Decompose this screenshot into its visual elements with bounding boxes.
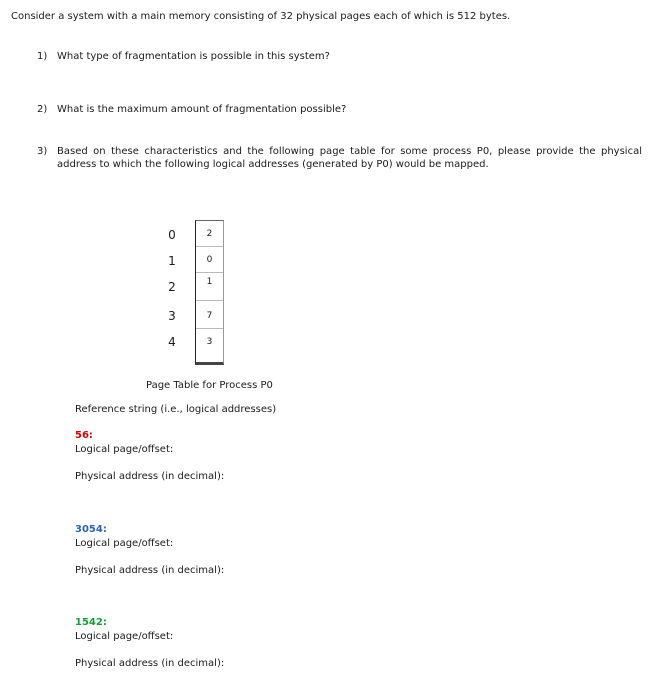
frame-number: 7 <box>206 311 213 321</box>
physical-address-label: Physical address (in decimal): <box>75 471 225 482</box>
address-1542: 1542: <box>75 617 107 628</box>
row-divider <box>196 328 223 329</box>
page-index: 2 <box>168 280 176 294</box>
row-divider <box>196 300 223 301</box>
logical-page-offset-label: Logical page/offset: <box>75 631 174 642</box>
page-table-frames <box>195 220 224 365</box>
page-index: 1 <box>168 254 176 268</box>
physical-address-label: Physical address (in decimal): <box>75 658 225 669</box>
physical-address-label: Physical address (in decimal): <box>75 565 225 576</box>
question-number: 1) <box>37 51 48 62</box>
reference-string-label: Reference string (i.e., logical addresses) <box>75 404 277 415</box>
address-3054: 3054: <box>75 524 107 535</box>
frame-number: 2 <box>206 229 213 239</box>
intro-text: Consider a system with a main memory consisting of 32 physical pages each of which is 512 bytes. <box>11 11 511 22</box>
address-56: 56: <box>75 430 93 441</box>
logical-page-offset-label: Logical page/offset: <box>75 444 174 455</box>
row-divider <box>196 272 223 273</box>
frame-number: 1 <box>206 277 213 287</box>
frame-number: 3 <box>206 337 213 347</box>
question-number: 2) <box>37 104 48 115</box>
page-index: 0 <box>168 228 176 242</box>
question-3 <box>37 145 642 171</box>
page-index: 3 <box>168 309 176 323</box>
page-index: 4 <box>168 335 176 349</box>
logical-page-offset-label: Logical page/offset: <box>75 538 174 549</box>
question-1 <box>37 51 330 62</box>
page-table-caption: Page Table for Process P0 <box>146 380 273 391</box>
question-number: 3) <box>37 146 48 157</box>
row-divider <box>196 246 223 247</box>
frame-number: 0 <box>206 255 213 265</box>
question-text: What type of fragmentation is possible in this system? <box>57 51 330 62</box>
question-2 <box>37 104 346 115</box>
question-text: Based on these characteristics and the following page table for some process P0, please provide the physical address to which the following logical addresses (generated by P0) would be mapped. <box>57 146 642 170</box>
question-text: What is the maximum amount of fragmentation possible? <box>57 104 347 115</box>
